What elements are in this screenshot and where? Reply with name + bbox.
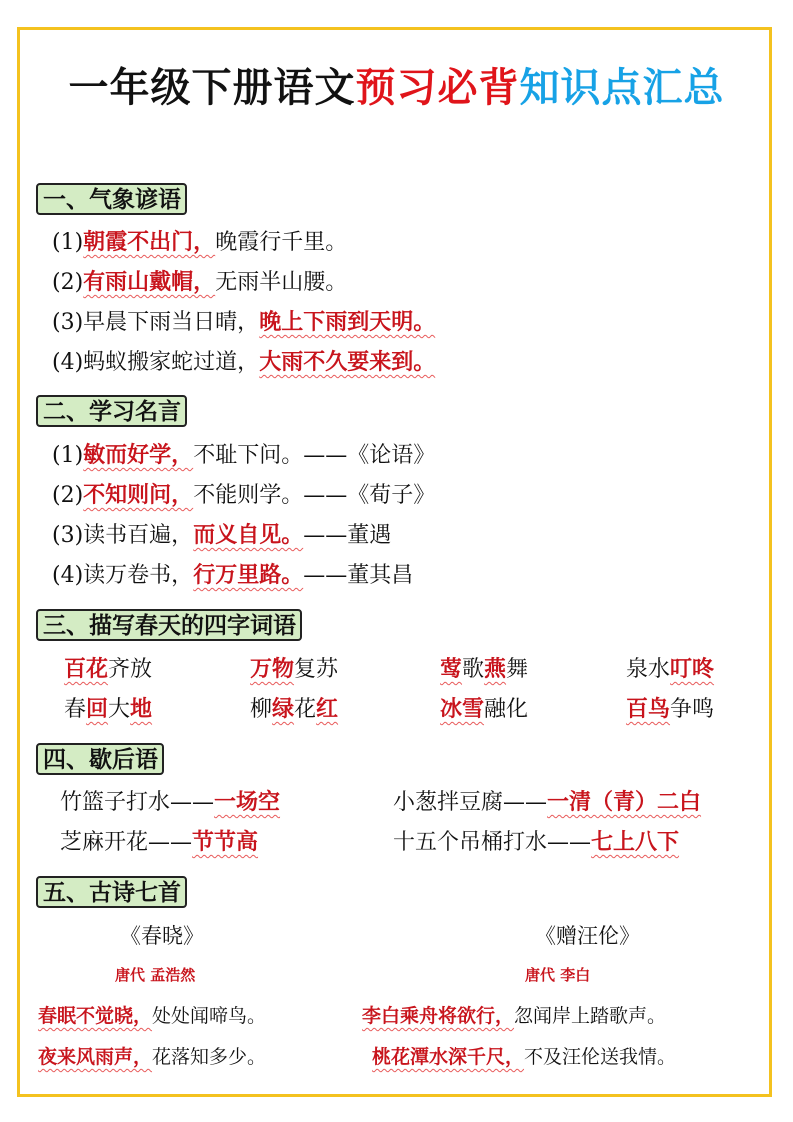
list-item: (2)不知则问，不能则学。——《荀子》 xyxy=(52,482,436,508)
list-item: (2)有雨山戴帽，无雨半山腰。 xyxy=(52,269,348,295)
poem-line: 春眠不觉晓，处处闻啼鸟。 xyxy=(38,1005,267,1027)
section-heading-weather-proverbs: 一、气象谚语 xyxy=(36,183,187,215)
list-item: (1)朝霞不出门，晚霞行千里。 xyxy=(52,229,348,255)
idiom-item: 柳绿花红 xyxy=(250,696,339,722)
page-title xyxy=(0,56,793,113)
section-heading-ancient-poems: 五、古诗七首 xyxy=(36,876,187,908)
list-item: (3)读书百遍，而义自见。——董遇 xyxy=(52,522,392,548)
list-item: (1)敏而好学，不耻下问。——《论语》 xyxy=(52,442,436,468)
xiehouyu-item: 竹篮子打水——一场空 xyxy=(60,789,281,815)
section-heading-famous-quotes: 二、学习名言 xyxy=(36,395,187,427)
idiom-item: 春回大地 xyxy=(64,696,153,722)
list-item: (4)读万卷书，行万里路。——董其昌 xyxy=(52,562,414,588)
idiom-item: 泉水叮咚 xyxy=(626,656,715,682)
section-heading-xiehouyu: 四、歇后语 xyxy=(36,743,164,775)
list-item: (3)早晨下雨当日晴，晚上下雨到天明。 xyxy=(52,309,436,335)
idiom-item: 百鸟争鸣 xyxy=(626,696,715,722)
poem-line: 夜来风雨声，花落知多少。 xyxy=(38,1046,267,1068)
idiom-item: 莺歌燕舞 xyxy=(440,656,529,682)
section-heading-spring-idioms: 三、描写春天的四字词语 xyxy=(36,609,302,641)
poem-title: 《赠汪伦》 xyxy=(535,924,640,948)
poem-title: 《春晓》 xyxy=(120,924,204,948)
title-part-1: 一年级下册语文 xyxy=(68,65,356,111)
poem-line: 桃花潭水深千尺，不及汪伦送我情。 xyxy=(372,1046,677,1068)
list-item: (4)蚂蚁搬家蛇过道，大雨不久要来到。 xyxy=(52,349,436,375)
xiehouyu-item: 十五个吊桶打水——七上八下 xyxy=(393,829,680,855)
title-part-2: 预习必背 xyxy=(355,65,520,111)
poem-author: 唐代 李白 xyxy=(525,966,591,984)
idiom-item: 万物复苏 xyxy=(250,656,339,682)
idiom-item: 冰雪融化 xyxy=(440,696,529,722)
title-part-3: 知识点汇总 xyxy=(519,65,725,111)
idiom-item: 百花齐放 xyxy=(64,656,153,682)
poem-author: 唐代 孟浩然 xyxy=(115,966,196,984)
xiehouyu-item: 芝麻开花——节节高 xyxy=(60,829,259,855)
poem-line: 李白乘舟将欲行，忽闻岸上踏歌声。 xyxy=(362,1005,667,1027)
xiehouyu-item: 小葱拌豆腐——一清（青）二白 xyxy=(393,789,702,815)
